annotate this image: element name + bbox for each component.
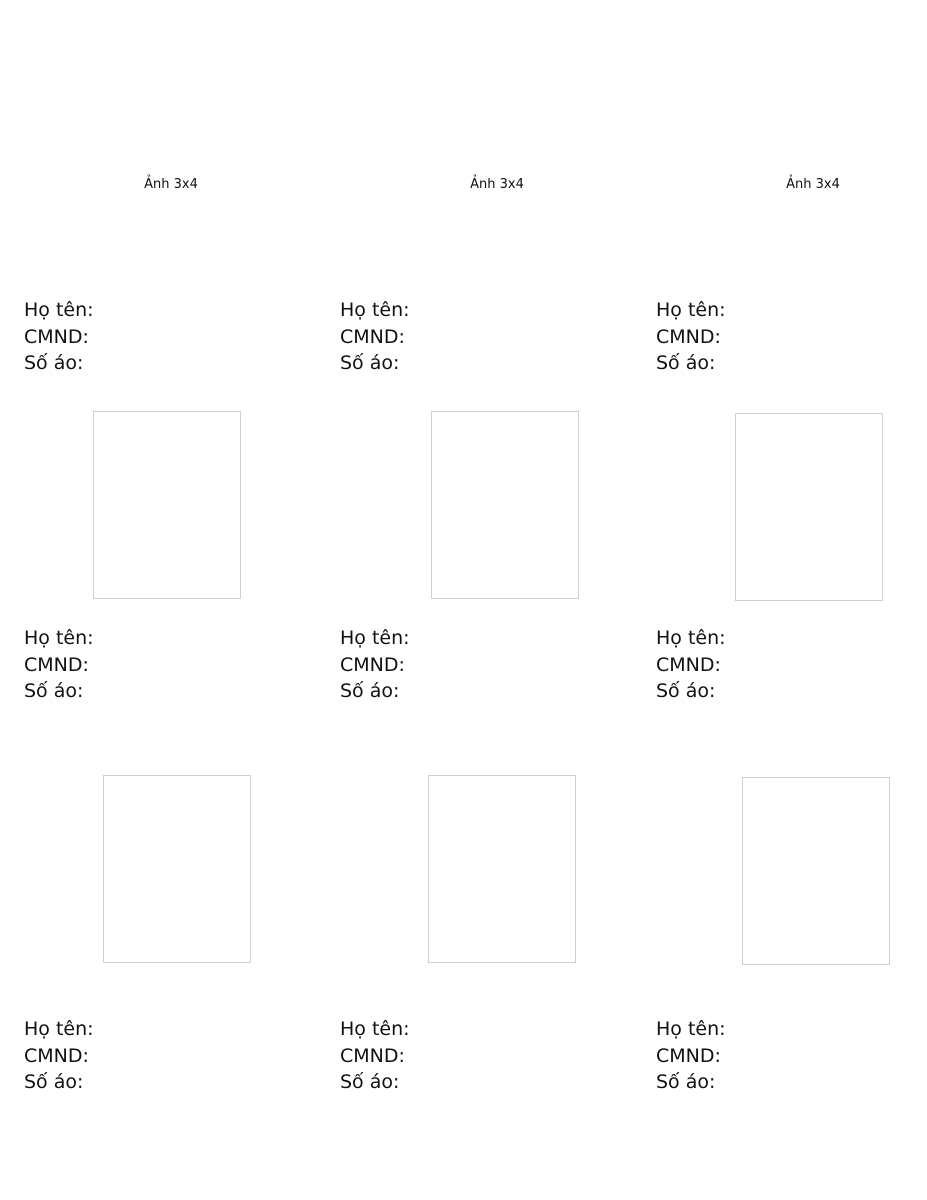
id-card-label: CMND:	[24, 325, 89, 348]
name-label: Họ tên:	[656, 1018, 726, 1040]
id-card-label: CMND:	[340, 1044, 405, 1067]
id-card-label: CMND:	[24, 653, 89, 676]
id-card-label: CMND:	[340, 325, 405, 348]
name-label: Họ tên:	[340, 299, 410, 321]
photo-placeholder	[735, 413, 883, 601]
shirt-number-label: Số áo:	[656, 352, 716, 374]
shirt-number-label: Số áo:	[656, 1071, 716, 1093]
name-label: Họ tên:	[656, 627, 726, 649]
card-fields	[340, 1016, 410, 1096]
name-label: Họ tên:	[24, 627, 94, 649]
name-label: Họ tên:	[656, 299, 726, 321]
shirt-number-label: Số áo:	[24, 1071, 84, 1093]
photo-placeholder	[103, 775, 251, 963]
name-label: Họ tên:	[24, 299, 94, 321]
name-label: Họ tên:	[340, 1018, 410, 1040]
id-card-label: CMND:	[656, 1044, 721, 1067]
card-fields	[24, 1016, 94, 1096]
card-fields	[340, 297, 410, 377]
id-card-label: CMND:	[24, 1044, 89, 1067]
card-fields	[656, 297, 726, 377]
shirt-number-label: Số áo:	[340, 352, 400, 374]
id-card-label: CMND:	[656, 653, 721, 676]
card-fields	[340, 625, 410, 705]
photo-caption: Ảnh 3x4	[786, 177, 840, 192]
card-fields	[656, 1016, 726, 1096]
shirt-number-label: Số áo:	[340, 680, 400, 702]
name-label: Họ tên:	[340, 627, 410, 649]
shirt-number-label: Số áo:	[24, 680, 84, 702]
photo-caption: Ảnh 3x4	[470, 177, 524, 192]
card-fields	[656, 625, 726, 705]
card-fields	[24, 625, 94, 705]
shirt-number-label: Số áo:	[24, 352, 84, 374]
id-card-label: CMND:	[656, 325, 721, 348]
shirt-number-label: Số áo:	[340, 1071, 400, 1093]
photo-placeholder	[93, 411, 241, 599]
photo-placeholder	[742, 777, 890, 965]
photo-caption: Ảnh 3x4	[144, 177, 198, 192]
id-card-label: CMND:	[340, 653, 405, 676]
name-label: Họ tên:	[24, 1018, 94, 1040]
photo-placeholder	[428, 775, 576, 963]
card-fields	[24, 297, 94, 377]
shirt-number-label: Số áo:	[656, 680, 716, 702]
photo-placeholder	[431, 411, 579, 599]
